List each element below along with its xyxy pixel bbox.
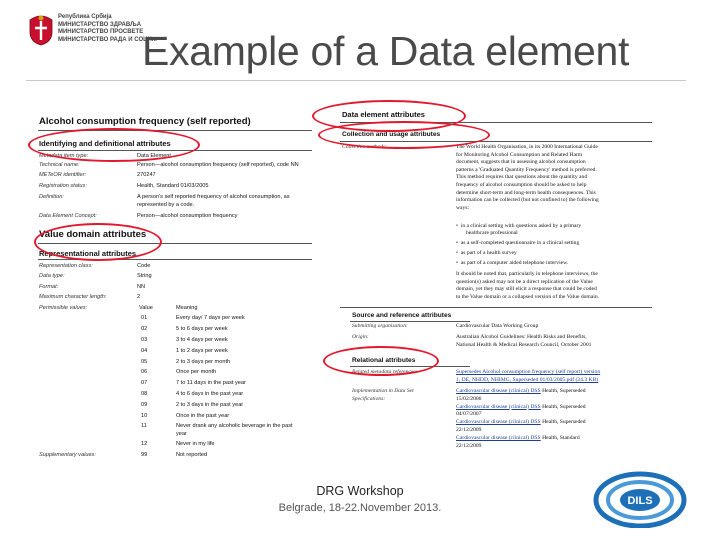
dss-link[interactable]: Cardiovascular disease (clinical) DSS [456, 403, 541, 410]
dss-link[interactable]: Cardiovascular disease (clinical) DSS [456, 388, 541, 394]
implementation-item [456, 404, 656, 412]
collection-methods-text [456, 144, 656, 212]
related-metadata-link[interactable]: 1, DE, NHDD, NHIMG, Superseded 01/03/2005.pdf (24.3 KB) [456, 377, 599, 383]
text-line: document, suggests that in assessing alcohol consumption [456, 159, 586, 166]
field-label: Definition: [39, 194, 64, 200]
dss-status: Health, Superseded [542, 388, 586, 394]
bullet-item: • as part of a computer aided telephone interview. [456, 260, 569, 266]
field-label: Representation class: [39, 263, 93, 269]
field-label: METeOR identifier: [39, 172, 87, 178]
text-line: ways: [456, 204, 470, 211]
field-label: Registration status: [39, 183, 87, 189]
text-line: frequency of alcohol consumption should be asked to help [456, 181, 587, 188]
field-label: Metadata item type: [39, 153, 89, 159]
code-value: 09 [141, 402, 148, 408]
code-meaning: Every day/ 7 days per week [176, 315, 245, 321]
permissible-values-label: Permissible values: [39, 305, 88, 311]
implementation-item [456, 388, 656, 396]
divider [350, 321, 470, 322]
text-line: The World Health Organisation, in its 2000 International Guide [456, 144, 598, 150]
field-value: 270247 [137, 172, 156, 178]
implementation-item [456, 435, 656, 443]
code-value: 05 [141, 359, 148, 365]
footer-event: DRG Workshop [316, 484, 404, 498]
dss-date: 04/07/2007 [456, 411, 482, 418]
code-value: 99 [141, 452, 148, 458]
code-meaning: 4 to 6 days in the past year [176, 391, 244, 397]
field-value: A person's self reported frequency of alcohol consumption, as [137, 194, 290, 200]
code-meaning: Not reported [176, 452, 208, 458]
bullet-item: • as a self-completed questionnaire in a clinical setting [456, 240, 580, 246]
field-value: Person—alcohol consumption frequency (self reported), code NN [137, 162, 299, 168]
text-line: determine short-term and long-term health consequences. This [456, 189, 596, 196]
field-value: Health, Standard 01/03/2005 [137, 183, 209, 189]
dss-date: 22/12/2009 [456, 442, 482, 449]
section-representational: Representational attributes [39, 249, 137, 258]
dils-logo-text: DILS [627, 495, 653, 507]
code-value: 12 [141, 441, 148, 447]
field-label: Data Element Concept: [39, 213, 97, 219]
highlight-oval-relational [323, 346, 439, 376]
meaning-column-header: Meaning [176, 305, 198, 311]
dss-date: 15/02/2006 [456, 395, 482, 402]
submitting-org-value: Cardiovascular Data Working Group [456, 323, 539, 329]
text-line: domain, yet they may still elicit a response that could be coded [456, 286, 597, 293]
code-meaning: 7 to 11 days in the past year [176, 380, 246, 386]
page-title: Example of a Data element [142, 28, 630, 74]
text-line: information can be collected (but not confined to) the following [456, 197, 599, 204]
code-meaning: Never drank any alcoholic beverage in the past [176, 423, 293, 429]
implementation-label: Implementation in Data Set Specifications: [352, 388, 414, 402]
field-label: Maximum character length: [39, 294, 107, 300]
highlight-oval-identifying [28, 128, 200, 162]
source-reference-title: Source and reference attributes [352, 312, 452, 319]
bullet-text: in a clinical setting with questions asked by a primary [460, 223, 582, 229]
bullet-text: as a self-completed questionnaire in a clinical setting [460, 240, 580, 246]
text-line: patterns a 'Graduated Quantity Frequency' method is preferred. [456, 166, 597, 173]
dss-link[interactable]: Cardiovascular disease (clinical) DSS [456, 434, 541, 441]
dss-status: Health, Standard [542, 434, 580, 441]
bullet-continuation: healthcare professional [466, 230, 518, 236]
bullet-text: as part of a computer aided telephone interview. [460, 260, 569, 266]
code-value: 03 [141, 337, 148, 343]
highlight-oval-value-domain [34, 223, 162, 261]
dss-date: 22/12/2009 [456, 426, 482, 433]
field-value: String [137, 273, 152, 279]
logo-line: МИНИСТАРСТВО ПРОСВЕТЕ [58, 29, 144, 36]
code-meaning: Never in my life [176, 441, 215, 447]
text-line: question(s) asked may not be a direct replication of the Value [456, 278, 593, 285]
section-value-domain: Value domain attributes [39, 229, 147, 240]
submitting-org-label: Submitting organisation: [352, 323, 408, 329]
code-value: 08 [141, 391, 148, 397]
origin-value: National Health & Medical Research Council, October 2001 [456, 342, 592, 348]
field-value: 2 [137, 294, 141, 300]
supplementary-label: Supplementary values: [39, 452, 96, 458]
dils-logo-icon [592, 468, 692, 528]
bullet-text: as part of a health survey [460, 250, 517, 256]
value-column-header: Value [139, 305, 153, 311]
collection-usage-title: Collection and usage attributes [342, 131, 441, 138]
origin-value: Australian Alcohol Guidelines: Health Risks and Benefits, [456, 334, 587, 340]
implementation-list [456, 388, 656, 450]
code-value: 07 [141, 380, 148, 386]
code-meaning: Once per month [176, 369, 217, 375]
field-value: Data Element [137, 153, 171, 159]
footer-location-date: Belgrade, 18-22.November 2013. [278, 502, 442, 514]
collection-bullets [456, 221, 656, 268]
code-value: 11 [141, 423, 147, 429]
code-value: 04 [141, 348, 148, 354]
text-line: to the Value domain or a collapsed version of the Value domain. [456, 293, 600, 300]
dss-status: Health, Superseded [542, 419, 586, 426]
divider [340, 307, 652, 308]
code-meaning: 2 to 3 days in the past year [176, 402, 244, 408]
field-value: Person—alcohol consumption frequency [137, 213, 238, 219]
field-label: Data type: [39, 273, 65, 279]
bullet-item: • in a clinical setting with questions asked by a primary [456, 223, 582, 229]
text-line: This method requires that questions about the quantity and [456, 174, 588, 181]
related-metadata-label: Related metadata references: [352, 369, 418, 375]
section-identifying: Identifying and definitional attributes [39, 139, 171, 148]
implementation-item [456, 419, 656, 427]
code-meaning: 3 to 4 days per week [176, 337, 228, 343]
logo-line: МИНИСТАРСТВО ЗДРАВЉА [58, 21, 142, 28]
field-label: Technical name: [39, 162, 80, 168]
origin-label: Origin: [352, 334, 369, 340]
relational-attributes-title: Relational attributes [352, 357, 416, 364]
code-value: 01 [141, 315, 148, 321]
code-value: 02 [141, 326, 148, 332]
text-line: It should be noted that, particularly in telephone interviews, the [456, 271, 598, 277]
collection-methods-label: Collection methods: [342, 144, 388, 150]
code-meaning: 2 to 3 days per month [176, 359, 231, 365]
related-metadata-link[interactable]: Supersedes Alcohol consumption frequency (self report) version [456, 369, 601, 375]
code-meaning: Once in the past year [176, 413, 230, 419]
dss-link[interactable]: Cardiovascular disease (clinical) DSS [456, 419, 541, 426]
code-value: 10 [141, 413, 148, 419]
collection-note [456, 271, 656, 301]
dss-status: Health, Superseded [542, 403, 586, 410]
data-element-attributes-title: Data element attributes [342, 110, 425, 119]
highlight-oval-collection [318, 121, 490, 149]
element-title: Alcohol consumption frequency (self reported) [39, 116, 251, 127]
field-value: Code [137, 263, 151, 269]
field-value: represented by a code. [137, 202, 195, 208]
logo-line: МИНИСТАРСТВО РАДА И СОЦИ... [58, 36, 157, 43]
code-meaning: year [176, 431, 187, 437]
bullet-item: • as part of a health survey [456, 250, 517, 256]
code-meaning: 5 to 6 days per week [176, 326, 228, 332]
field-label: Format: [39, 284, 59, 290]
code-meaning: 1 to 2 days per week [176, 348, 228, 354]
code-value: 06 [141, 369, 148, 375]
field-value: NN [137, 284, 146, 290]
logo-line: Република Србија [58, 14, 112, 20]
text-line: for Monitoring Alcohol Consumption and Related Harm [456, 151, 583, 158]
